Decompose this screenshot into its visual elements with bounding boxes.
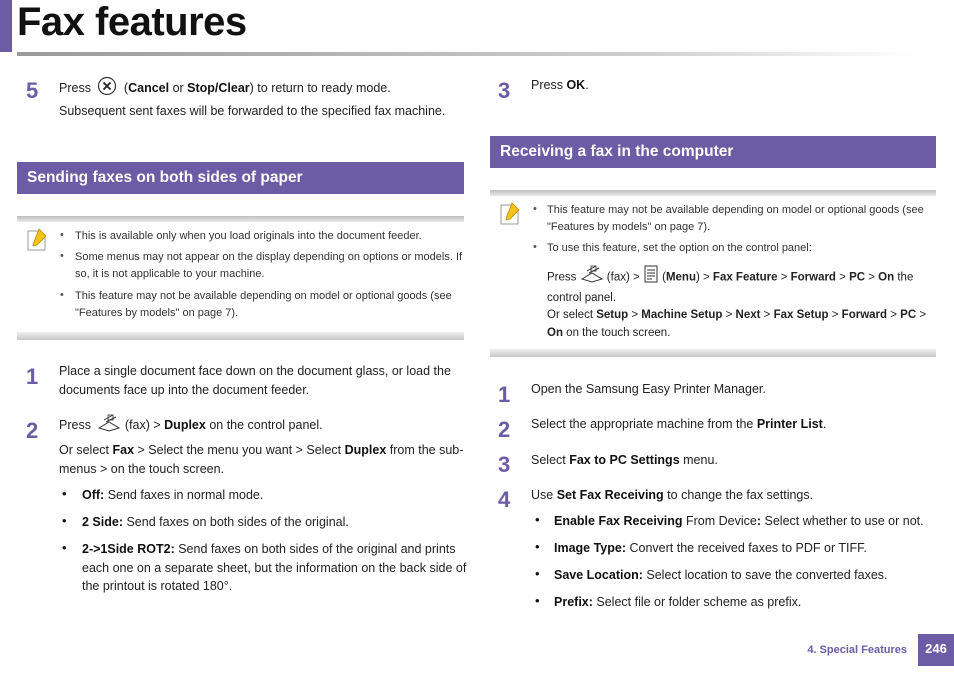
- step-number: 1: [498, 382, 511, 407]
- fax-icon: [580, 265, 604, 290]
- step-text: (fax) >: [121, 418, 165, 433]
- bullet: •: [535, 539, 540, 554]
- bullet: •: [533, 203, 537, 215]
- stop-clear-label: Stop/Clear: [187, 81, 250, 96]
- title-accent-bar: [0, 0, 12, 52]
- step-1-text: Place a single document face down on the document glass, or load the documents face up into the document feeder.: [59, 364, 451, 397]
- step-2-alt: [59, 441, 467, 478]
- step-text: [531, 380, 931, 399]
- step-2-text: [59, 414, 469, 438]
- note-bottom-border: [17, 332, 464, 340]
- note-text: the control panel.: [547, 271, 914, 304]
- option-text: Convert the received faxes to PDF or TIFF.: [626, 541, 867, 555]
- step-text: Select: [531, 453, 570, 467]
- separator: >: [760, 309, 774, 321]
- step-text: Press: [59, 81, 91, 96]
- step-text: Press: [531, 78, 567, 92]
- step-text: Select the appropriate machine from the: [531, 417, 757, 431]
- or-text: or: [169, 81, 188, 96]
- step-number: 5: [26, 78, 39, 103]
- fax-setup-label: Fax Setup: [773, 309, 829, 321]
- bullet: •: [533, 241, 537, 253]
- note-top-border: [17, 216, 464, 222]
- on-label: On: [878, 271, 895, 284]
- cancel-label: Cancel: [128, 81, 170, 96]
- note-bottom-border: [490, 349, 936, 357]
- step-text: from the sub-menus > on the touch screen.: [59, 443, 464, 476]
- note-item: To use this feature, set the option on the control panel:: [547, 242, 812, 254]
- step-text: Open the Samsung Easy Printer Manager.: [531, 382, 766, 396]
- option-item: [554, 539, 934, 558]
- set-fax-receiving-label: Set Fax Receiving: [556, 488, 664, 502]
- fax-icon: [97, 414, 121, 438]
- step-text: [531, 451, 931, 470]
- option-label: Save Location:: [554, 568, 643, 582]
- option-item: [554, 512, 934, 531]
- separator: >: [835, 271, 850, 284]
- step-5-text: [59, 76, 469, 102]
- bullet: •: [60, 289, 64, 301]
- option-label: 2->1Side ROT2:: [82, 542, 175, 556]
- option-text: Select location to save the converted faxes.: [642, 568, 888, 582]
- option-text: Send faxes on both sides of the original.: [123, 515, 349, 529]
- note-item: This is available only when you load originals into the document feeder.: [75, 230, 422, 242]
- step-text: > Select the menu you want > Select: [134, 443, 345, 457]
- paren: (: [123, 81, 129, 96]
- step-number: 1: [26, 364, 39, 389]
- note-text: Press: [547, 271, 577, 284]
- note-text: (: [658, 271, 666, 284]
- bullet: •: [535, 512, 540, 527]
- step-number: 2: [26, 418, 39, 443]
- option-colon: :: [756, 514, 762, 528]
- note-item: Some menus may not appear on the display depending on options or models. If so, it is not applicable to your machine.: [75, 251, 463, 280]
- bullet: •: [60, 250, 64, 262]
- note-text: Or select: [547, 309, 597, 321]
- step-text: to change the fax settings.: [663, 488, 814, 502]
- bullet: •: [62, 540, 67, 555]
- fax-feature-label: Fax Feature: [712, 271, 778, 284]
- bullet: •: [62, 513, 67, 528]
- section-header-receiving-pc: Receiving a fax in the computer: [490, 136, 936, 168]
- separator: >: [916, 309, 927, 321]
- step-number: 3: [498, 452, 511, 477]
- separator: >: [828, 309, 842, 321]
- step-text: .: [822, 417, 827, 431]
- note-text: ) >: [695, 271, 713, 284]
- note-pencil-icon: [26, 228, 48, 252]
- step-5-followup: Subsequent sent faxes will be forwarded to the specified fax machine.: [59, 104, 446, 118]
- ok-label: OK: [566, 78, 586, 92]
- duplex-label: Duplex: [344, 443, 387, 457]
- separator: >: [887, 309, 901, 321]
- bullet: •: [60, 229, 64, 241]
- pc-label: PC: [900, 309, 917, 321]
- stop-clear-icon: [97, 76, 117, 102]
- option-label: Prefix:: [554, 595, 593, 609]
- option-item: [82, 486, 467, 505]
- option-text: Select file or folder scheme as prefix.: [592, 595, 802, 609]
- note-box: [490, 190, 936, 357]
- step-text: ) to return to ready mode.: [249, 81, 391, 96]
- bullet: •: [62, 486, 67, 501]
- separator: >: [777, 271, 791, 284]
- note-pencil-icon: [499, 202, 521, 226]
- note-text: (fax) >: [603, 271, 643, 284]
- option-text: Send faxes on both sides of the original and prints each one on a separate sheet, but the information on the back side of the printout is rotated 180°.: [82, 542, 467, 593]
- page-number: 246: [918, 634, 954, 666]
- option-label: Enable Fax Receiving: [554, 514, 683, 528]
- setup-label: Setup: [596, 309, 629, 321]
- next-label: Next: [735, 309, 761, 321]
- step-text: [531, 486, 931, 505]
- page-title: Fax features: [17, 0, 247, 44]
- option-text: From Device: [682, 514, 757, 528]
- step-number: 2: [498, 417, 511, 442]
- separator: >: [865, 271, 879, 284]
- option-label: 2 Side:: [82, 515, 123, 529]
- menu-icon: [643, 265, 659, 290]
- option-item: [82, 513, 467, 532]
- option-item: [82, 540, 467, 596]
- bullet: •: [535, 593, 540, 608]
- separator: >: [628, 309, 642, 321]
- step-text: .: [585, 78, 589, 92]
- note-text: on the touch screen.: [562, 326, 671, 339]
- option-item: [554, 593, 934, 612]
- fax-menu-label: Fax: [112, 443, 135, 457]
- step-number: 4: [498, 487, 511, 512]
- note-instructions: [547, 265, 935, 342]
- step-text: menu.: [679, 453, 718, 467]
- note-item: This feature may not be available depending on model or optional goods (see "Features by models" on page 7).: [75, 290, 452, 319]
- option-label: Image Type:: [554, 541, 627, 555]
- duplex-label: Duplex: [164, 418, 206, 433]
- bullet: •: [535, 566, 540, 581]
- fax-to-pc-settings-label: Fax to PC Settings: [569, 453, 680, 467]
- step-text: on the control panel.: [205, 418, 323, 433]
- menu-label: Menu: [665, 271, 696, 284]
- section-header-sending-duplex: Sending faxes on both sides of paper: [17, 162, 464, 194]
- note-box: [17, 216, 464, 340]
- printer-list-label: Printer List: [756, 417, 823, 431]
- machine-setup-label: Machine Setup: [641, 309, 723, 321]
- option-text: Send faxes in normal mode.: [104, 488, 264, 502]
- forward-label: Forward: [790, 271, 836, 284]
- note-top-border: [490, 190, 936, 196]
- forward-label: Forward: [841, 309, 888, 321]
- option-label: Off:: [82, 488, 105, 502]
- separator: >: [722, 309, 736, 321]
- step-number: 3: [498, 78, 511, 103]
- pc-label: PC: [849, 271, 866, 284]
- on-label: On: [547, 326, 563, 339]
- title-rule: [17, 52, 915, 56]
- option-item: [554, 566, 934, 585]
- step-text: Press: [59, 418, 91, 433]
- step-text: [531, 415, 931, 434]
- step-3-text: [531, 76, 931, 95]
- step-text: Use: [531, 488, 557, 502]
- option-text: Select whether to use or not.: [761, 514, 924, 528]
- step-text: Or select: [59, 443, 113, 457]
- note-item: This feature may not be available depending on model or optional goods (see "Features by models" on page 7).: [547, 204, 924, 233]
- footer-chapter: 4. Special Features: [807, 644, 907, 656]
